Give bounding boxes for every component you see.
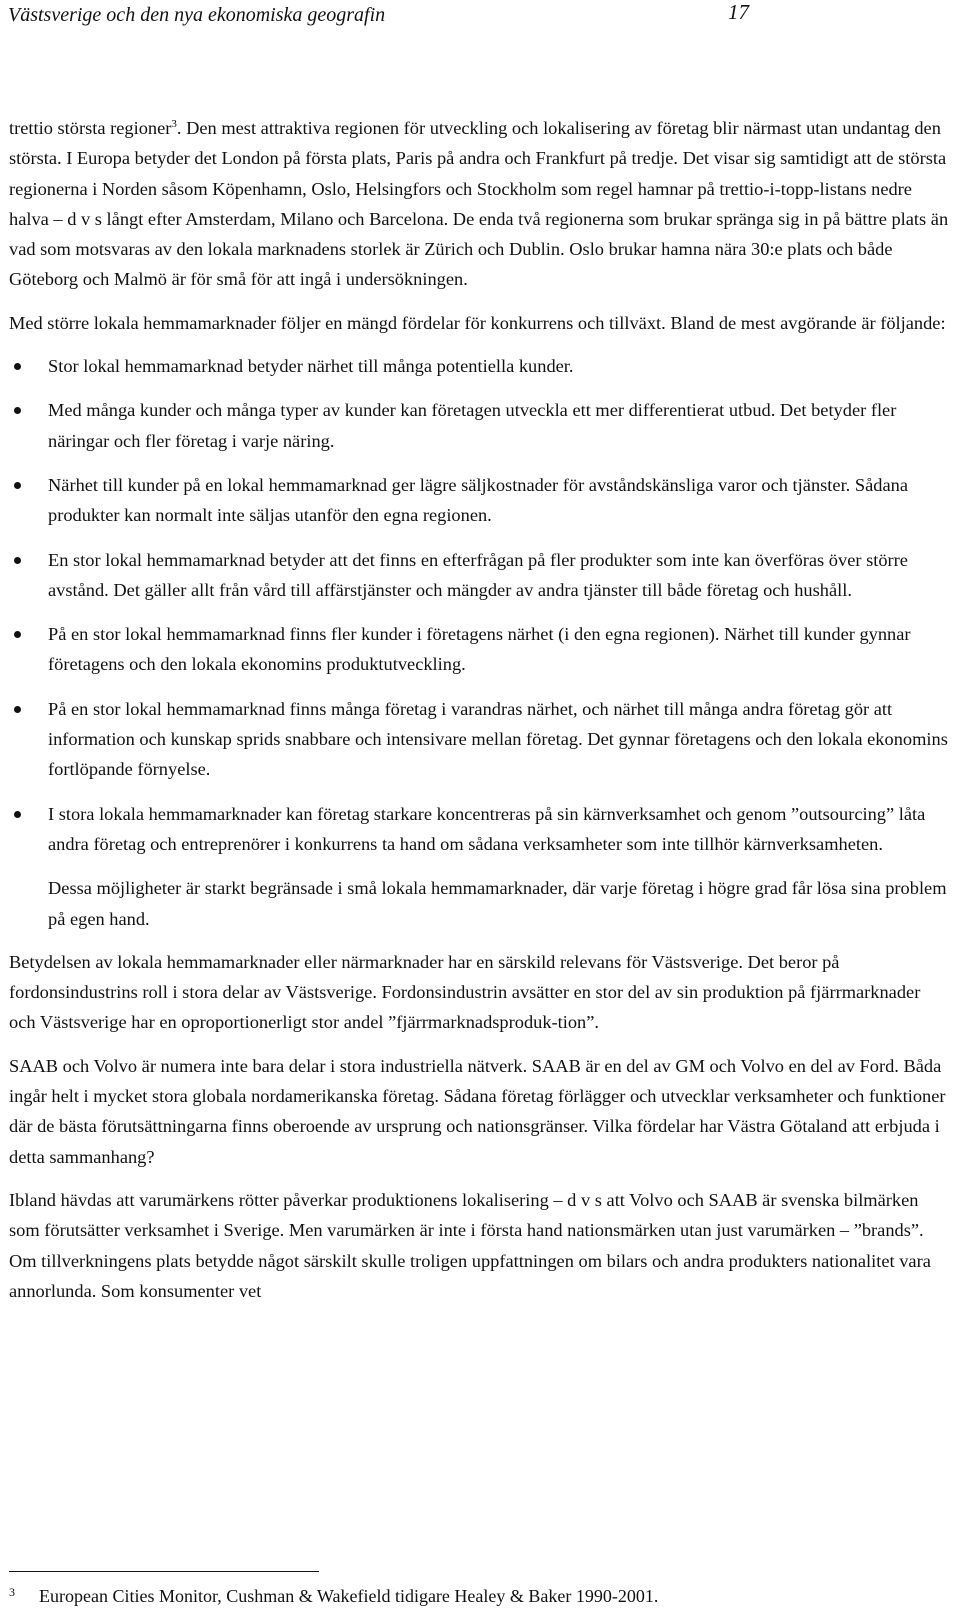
advantages-list	[9, 351, 951, 859]
list-item	[9, 395, 951, 456]
paragraph-advantages: Med större lokala hemmamarknader följer en mängd fördelar för konkurrens och tillväxt. Bland de mest avgörande är följande:	[9, 312, 946, 333]
list-item	[9, 470, 951, 531]
footnote-text: European Cities Monitor, Cushman & Wakefield tidigare Healey & Baker 1990-2001.	[39, 1586, 659, 1606]
paragraph-intro-start: trettio största regioner	[9, 118, 172, 138]
list-item-text: På en stor lokal hemmamarknad finns många företag i varandras närhet, och närhet till många andra företag gör att information och kunskap sprids snabbare och intensivare mellan företag. Det gynnar företagens och den lokala ekonomins fortlöpande förnyelse.	[48, 698, 948, 780]
list-item	[9, 619, 951, 680]
paragraph-brands: Ibland hävdas att varumärkens rötter påverkar produktionens lokalisering – d v s att Volvo och SAAB är svenska bilmärken som förutsätter verksamhet i Sverige. Men varumärken är inte i första hand nationsmärken utan just varumärken – ”brands”. Om tillverkningens plats betydde något särskilt skulle troligen uppfattningen om bilars och andra produkters nationalitet vara annorlunda. Som konsumenter vet	[9, 1189, 931, 1301]
bullet-icon	[14, 557, 21, 564]
list-item	[9, 799, 951, 860]
document-body	[9, 113, 951, 1319]
page-number: 17	[728, 0, 749, 24]
bullet-icon	[14, 363, 21, 370]
list-item-text: En stor lokal hemmamarknad betyder att det finns en efterfrågan på fler produkter som inte kan överföras över större avstånd. Det gäller allt från vård till affärstjänster och mängder av andra tjänster till både företag och hushåll.	[48, 549, 908, 600]
list-item	[9, 351, 951, 381]
list-item-text: På en stor lokal hemmamarknad finns fler kunder i företagens närhet (i den egna regionen). Närhet till kunder gynnar företagens och den lokala ekonomins produktutveckling.	[48, 624, 911, 675]
footnote	[9, 1583, 658, 1609]
page-header	[0, 0, 960, 50]
list-item	[9, 694, 951, 785]
list-item-text: Närhet till kunder på en lokal hemmamarknad ger lägre säljkostnader för avståndskänsliga varor och tjänster. Sådana produkter kan normalt inte säljas utanför den egna regionen.	[48, 474, 908, 526]
paragraph-saab-volvo: SAAB och Volvo är numera inte bara delar i stora industriella nätverk. SAAB är en del av GM och Volvo en del av Ford. Båda ingår helt i mycket stora globala nordamerikanska företag. Sådana företag förlägger och utvecklar verksamheter och funktioner där de bästa förutsättningarna finns oberoende av ursprung och nationsgränser. Vilka fördelar har Västra Götaland att erbjuda i detta sammanhang?	[9, 1055, 946, 1167]
paragraph-relevance: Betydelsen av lokala hemmamarknader eller närmarknader har en särskild relevans för Västsverige. Det beror på fordonsindustrins roll i stora delar av Västsverige. Fordonsindustrin avsätter en stor del av sin produktion på fjärrmarknader och Västsverige har en oproportionerligt stor andel ”fjärrmarknadsproduk-tion”.	[9, 951, 921, 1033]
list-item-text: Med många kunder och många typer av kunder kan företagen utveckla ett mer differentierat utbud. Det betyder fler näringar och fler företag i varje näring.	[48, 400, 897, 451]
bullet-icon	[14, 706, 21, 713]
list-item-text: I stora lokala hemmamarknader kan företag starkare koncentreras på sin kärnverksamhet och genom ”outsourcing” låta andra företag och entreprenörer i konkurrens ta hand om sådana verksamheter som inte tillhör kärnverksamheten.	[48, 803, 926, 854]
footnote-divider	[9, 1571, 319, 1572]
bullet-icon	[14, 811, 21, 818]
list-item	[9, 545, 951, 606]
paragraph-intro-rest: . Den mest attraktiva regionen för utveckling och lokalisering av företag blir närmast utan undantag den största. I Europa betyder det London på första plats, Paris på andra och Frankfurt på tredje. Det visar sig samtidigt att de största regionerna i Norden såsom Köpenhamn, Oslo, Helsingfors och Stockholm som regel hamnar på trettio-i-topp-listans nedre halva – d v s långt efter Amsterdam, Milano och Barcelona. De enda två regionerna som brukar spränga sig in på bättre plats än vad som motsvaras av den lokala marknadens storlek är Zürich och Dublin. Oslo brukar hamna nära 30:e plats och både Göteborg och Malmö är för små för att ingå i undersökningen.	[9, 118, 949, 290]
bullet-icon	[14, 407, 21, 414]
paragraph-intro	[9, 113, 951, 295]
footnote-reference: 3	[171, 117, 177, 130]
list-item-text: Stor lokal hemmamarknad betyder närhet till många potentiella kunder.	[48, 356, 574, 377]
bullet-icon	[14, 631, 21, 638]
bullet-icon	[14, 482, 21, 489]
running-title: Västsverige och den nya ekonomiska geografin	[8, 4, 386, 26]
footnote-marker: 3	[9, 1585, 15, 1599]
paragraph-limitations: Dessa möjligheter är starkt begränsade i små lokala hemmamarknader, där varje företag i högre grad får lösa sina problem på egen hand.	[48, 878, 947, 929]
